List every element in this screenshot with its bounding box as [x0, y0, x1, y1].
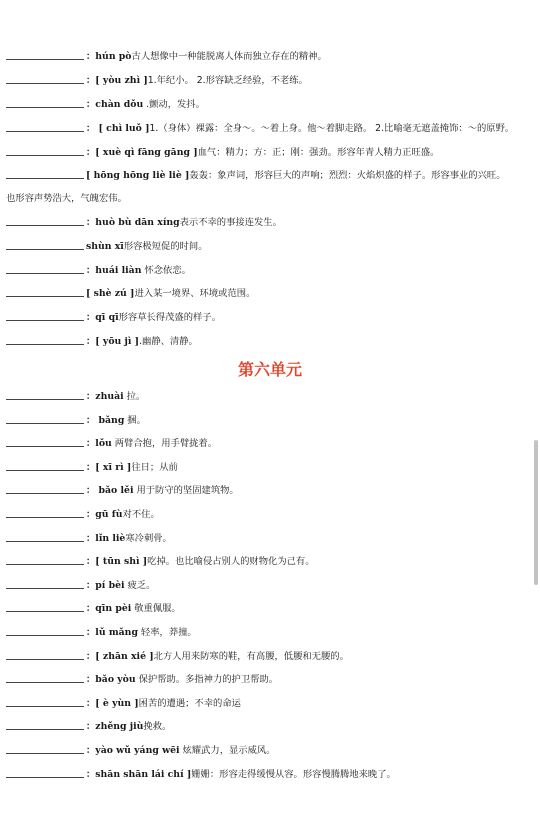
vocab-row	[6, 647, 536, 667]
pinyin-text: ：qī qī	[86, 312, 119, 323]
pinyin-text: ：huò bù dān xíng	[86, 217, 180, 228]
definition-text: 表示不幸的事接连发生。	[179, 217, 282, 228]
definition-text: 1.年纪小。 2.形容缺乏经验，不老练。	[147, 75, 308, 86]
definition-text: 进入某一境界、环境或范围。	[134, 288, 256, 299]
vocab-row	[6, 47, 536, 67]
pinyin-text: ： [ chì luǒ ]	[86, 123, 150, 134]
definition-text: 寒冷刺骨。	[125, 532, 172, 544]
vocab-row	[6, 237, 536, 257]
answer-blank[interactable]	[6, 309, 84, 321]
section-heading: 第六单元	[237, 360, 302, 379]
definition-text: 形容极短促的时间。	[123, 241, 208, 252]
pinyin-text: ：[ zhān xié ]	[86, 650, 154, 662]
answer-blank[interactable]	[6, 388, 84, 400]
pinyin-text: ：[ xuè qì fāng gāng ]	[86, 147, 198, 158]
pinyin-text: ：bǎo yòu	[86, 674, 136, 686]
answer-blank[interactable]	[6, 530, 84, 542]
pinyin-text: ：zhěng jiù	[86, 721, 144, 733]
definition-text: 轻率，莽撞。	[137, 627, 197, 638]
vocab-row	[6, 411, 536, 431]
vocab-row	[6, 308, 536, 328]
definition-text: 轰轰：象声词，形容巨大的声响；烈烈：火焰炽盛的样子。形容事业的兴旺。	[189, 170, 506, 181]
vocab-row	[6, 717, 536, 737]
answer-blank[interactable]	[6, 482, 84, 494]
answer-blank[interactable]	[6, 600, 84, 612]
vocab-row	[6, 481, 536, 501]
pinyin-text: ：zhuài	[86, 391, 124, 402]
vocab-row	[6, 458, 536, 478]
answer-blank[interactable]	[6, 624, 84, 636]
definition-text: 姗姗：形容走得缓慢从容。形容慢腾腾地来晚了。	[191, 768, 396, 780]
pinyin-text: ：huái liàn	[86, 265, 142, 276]
vocab-row	[6, 741, 536, 761]
answer-blank[interactable]	[6, 48, 84, 60]
definition-text: 捆。	[124, 414, 146, 426]
vocab-row	[6, 576, 536, 596]
definition-text: 拉。	[123, 391, 146, 402]
pinyin-text: ：gū fù	[86, 509, 123, 520]
vocab-row	[6, 143, 536, 163]
vocab-row	[6, 694, 536, 714]
pinyin-text: ：lǔ mǎng	[86, 627, 138, 638]
pinyin-text: ：qīn pèi	[86, 603, 132, 615]
definition-text: 1.（身体）裸露：全身～。～着上身。他～着脚走路。 2.比喻毫无遮盖掩饰：～的原野。	[149, 123, 515, 134]
answer-blank[interactable]	[6, 333, 84, 345]
answer-blank[interactable]	[6, 648, 84, 660]
answer-blank[interactable]	[6, 262, 84, 274]
scrollbar[interactable]	[532, 0, 540, 813]
definition-continuation: 也形容声势浩大，气魄宏伟。	[6, 193, 127, 204]
definition-text: 怀念依恋。	[141, 265, 191, 276]
vocab-row	[6, 765, 536, 785]
definition-text: 血气：精力；方：正；刚：强劲。形容年青人精力正旺盛。	[197, 147, 440, 158]
definition-text: 炫耀武力，显示威风。	[179, 745, 276, 756]
answer-blank[interactable]	[6, 695, 84, 707]
definition-text: 形容草长得茂盛的样子。	[118, 312, 221, 323]
answer-blank[interactable]	[6, 120, 84, 132]
answer-blank[interactable]	[6, 553, 84, 565]
vocab-row	[6, 623, 536, 643]
answer-blank[interactable]	[6, 577, 84, 589]
vocab-row	[6, 505, 536, 525]
definition-text: 吃掉。也比喻侵占别人的财物化为己有。	[147, 556, 315, 568]
pinyin-text: ：chàn dǒu	[86, 99, 144, 110]
pinyin-text: ：yào wǔ yáng wēi	[86, 745, 180, 756]
vocab-row	[6, 529, 536, 549]
vocab-row	[6, 284, 536, 304]
pinyin-text: ：[ yòu zhì ]	[86, 75, 148, 86]
answer-blank[interactable]	[6, 671, 84, 683]
definition-text: 对不住。	[122, 509, 160, 520]
vocab-row	[6, 387, 536, 407]
scrollbar-thumb[interactable]	[534, 440, 538, 585]
pinyin-text: ：lǒu	[86, 438, 112, 450]
definition-text: 往日；从前	[131, 461, 178, 473]
pinyin-text: ：pí bèi	[86, 579, 125, 591]
pinyin-text: ：shān shān lái chí ]	[86, 768, 192, 780]
definition-text: 北方人用来防寒的鞋，有高腰，低腰和无腰的。	[153, 650, 349, 662]
pinyin-text: ： bǎo lěi	[86, 485, 134, 497]
answer-blank[interactable]	[6, 459, 84, 471]
definition-text: 保护帮助。多指神力的护卫帮助。	[135, 674, 279, 686]
answer-blank[interactable]	[6, 506, 84, 518]
definition-text: 困苦的遭遇；不幸的命运	[138, 697, 241, 709]
pinyin-text: ：[ xī rì ]	[86, 461, 132, 473]
answer-blank[interactable]	[6, 144, 84, 156]
pinyin-text: ：hún pò	[86, 51, 132, 62]
vocab-row	[6, 332, 536, 352]
answer-blank[interactable]	[6, 72, 84, 84]
definition-text: 疲乏。	[124, 579, 156, 591]
definition-text: .幽静、清静。	[139, 336, 198, 347]
pinyin-text: [ shè zú ]	[86, 288, 135, 299]
vocab-row	[6, 166, 536, 186]
definition-text: 挽救。	[143, 721, 172, 733]
pinyin-text: ：[ è yùn ]	[86, 697, 139, 709]
vocab-row	[6, 119, 536, 139]
pinyin-text: shùn xī	[86, 241, 124, 252]
pinyin-text: ：lǐn liè	[86, 532, 126, 544]
answer-blank[interactable]	[6, 435, 84, 447]
vocab-row	[6, 71, 536, 91]
vocab-row	[6, 552, 536, 572]
answer-blank[interactable]	[6, 96, 84, 108]
vocab-row	[6, 261, 536, 281]
answer-blank[interactable]	[6, 238, 84, 250]
pinyin-text: ：[ tūn shì ]	[86, 556, 148, 568]
vocab-row	[6, 599, 536, 619]
definition-text: 两臂合抱，用手臂拢着。	[111, 438, 218, 450]
answer-blank[interactable]	[6, 285, 84, 297]
answer-blank[interactable]	[6, 167, 84, 179]
answer-blank[interactable]	[6, 214, 84, 226]
definition-text: 敬重佩服。	[131, 603, 181, 615]
pinyin-text: [ hōng hōng liè liè ]	[86, 170, 190, 181]
vocab-row	[6, 670, 536, 690]
pinyin-text: ： bǎng	[86, 414, 125, 426]
answer-blank[interactable]	[6, 412, 84, 424]
vocab-row	[6, 213, 536, 233]
vocab-row	[6, 95, 536, 115]
answer-blank[interactable]	[6, 718, 84, 730]
answer-blank[interactable]	[6, 766, 84, 778]
definition-text: .颤动，发抖。	[143, 99, 205, 110]
pinyin-text: ：[ yōu jì ]	[86, 336, 140, 347]
vocab-row	[6, 434, 536, 454]
definition-text: 用于防守的坚固建筑物。	[133, 485, 239, 497]
answer-blank[interactable]	[6, 742, 84, 754]
definition-text: 古人想像中一种能脱离人体而独立存在的精神。	[131, 51, 327, 62]
